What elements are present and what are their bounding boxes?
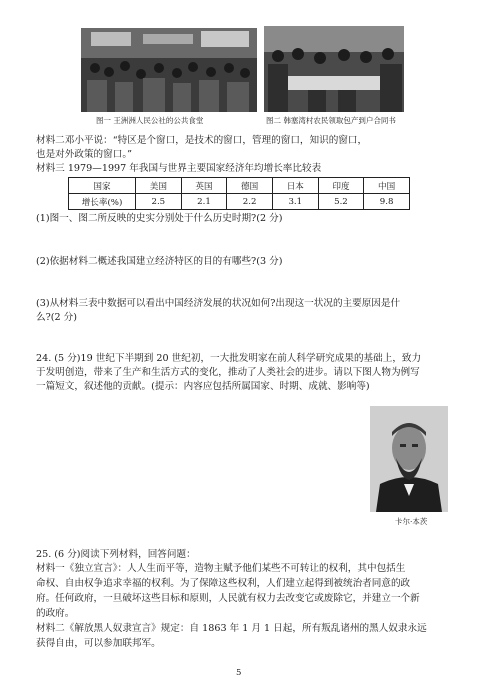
table-cell: 国家 — [69, 178, 136, 194]
table-cell: 2.1 — [181, 194, 227, 210]
q25-line3: 命权、自由权争追求幸福的权利。为了保障这些权利，人们建立起得到被统治者同意的政 — [36, 578, 411, 589]
page-number: 5 — [236, 668, 242, 678]
table-row — [69, 194, 410, 210]
table-cell: 2.2 — [227, 194, 273, 210]
question-2: (2)依据材料二概述我国建立经济特区的目的有哪些?(3 分) — [36, 256, 283, 267]
question-1: (1)图一、图二所反映的史实分别处于什么历史时期?(2 分) — [36, 213, 283, 224]
q25-line2: 材料一《独立宣言》：人人生而平等，造物主赋予他们某些不可转让的权利，其中包括生 — [36, 563, 406, 574]
table-cell: 5.2 — [318, 194, 364, 210]
table-cell: 日本 — [272, 178, 318, 194]
growth-rate-table — [68, 177, 410, 210]
q24-line2: 于发明创造，带来了生产和生活方式的变化，推动了人类社会的进步。请以下图人物为例写 — [36, 367, 420, 378]
q25-line6: 材料二《解放黑人奴隶宣言》规定：自 1863 年 1 月 1 日起，所有叛乱诸州的黑人奴隶永远 — [36, 623, 427, 634]
portrait-caption: 卡尔·本茨 — [395, 517, 428, 526]
table-cell: 印度 — [318, 178, 364, 194]
photo-contract-signing — [264, 26, 404, 112]
material3-title: 材料三 1979—1997 年我国与世界主要国家经济年均增长率比较表 — [36, 163, 322, 174]
table-cell: 中国 — [364, 178, 410, 194]
q24-line3: 一篇短文，叙述他的贡献。(提示：内容应包括所属国家、时期、成就、影响等) — [36, 381, 370, 392]
figure1-caption: 图一 王洲洲人民公社的公共食堂 — [96, 116, 204, 125]
question-3-line1: (3)从材料三表中数据可以看出中国经济发展的状况如何?出现这一状况的主要原因是什 — [36, 298, 401, 309]
figure2-caption: 图二 韩塞湾村农民领取包产到户合同书 — [266, 116, 396, 125]
question-3-line2: 么?(2 分) — [36, 312, 77, 323]
q25-line4: 府。任何政府，一旦破坏这些目标和原则，人民就有权力去改变它或废除它，并建立一个新 — [36, 593, 420, 604]
table-cell: 9.8 — [364, 194, 410, 210]
table-cell: 美国 — [136, 178, 182, 194]
photo-public-canteen — [81, 28, 257, 112]
table-cell: 德国 — [227, 178, 273, 194]
portrait-karl-benz — [370, 406, 448, 512]
table-header-row — [69, 178, 410, 194]
table-cell: 3.1 — [272, 194, 318, 210]
table-cell: 2.5 — [136, 194, 182, 210]
table-cell: 英国 — [181, 178, 227, 194]
material2-line2: 也是对外政策的窗口。” — [36, 149, 133, 160]
q25-line7: 获得自由，可以参加联邦军。 — [36, 638, 161, 649]
material2-line1: 材料二邓小平说：“特区是个窗口，是技术的窗口，管理的窗口，知识的窗口， — [36, 135, 368, 146]
q25-line1: 25. (6 分)阅读下列材料，回答问题： — [36, 549, 196, 560]
table-cell: 增长率(%) — [69, 194, 136, 210]
q25-line5: 的政府。 — [36, 608, 75, 619]
q24-line1: 24. (5 分)19 世纪下半期到 20 世纪初，一大批发明家在前人科学研究成果的基础上，致力 — [36, 353, 422, 364]
